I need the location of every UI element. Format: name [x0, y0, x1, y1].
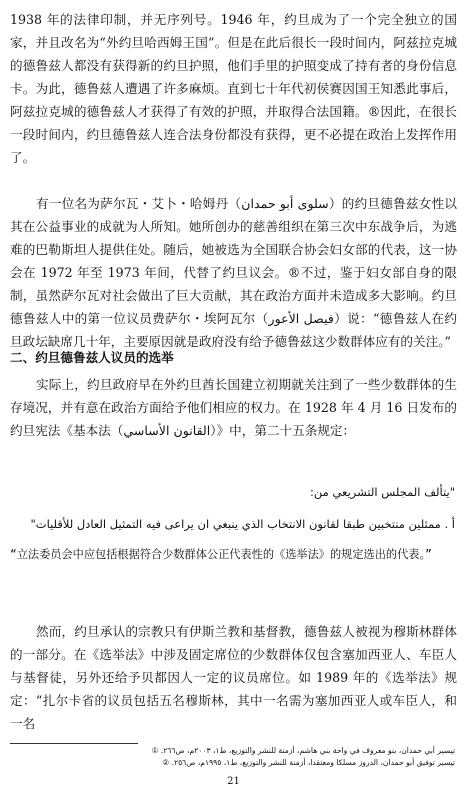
page-number: 21 — [227, 776, 240, 787]
translated-quote: “立法委员会中应包括根据符合少数群体公正代表性的《选举法》的规定选出的代表。” — [10, 548, 432, 561]
paragraph-basic-law: 实际上，约旦政府早在外约旦酋长国建立初期就关注到了一些少数群体的生存境况，并有意在政治方面给予他们相应的权力。在 1928 年 4 月 16 日发布的约旦宪法《基本法（القانون الأساسي）》中，第二十五条规定： — [10, 377, 457, 438]
paragraph-salwa-abu-hamdan: 有一位名为萨尔瓦・艾卜・哈姆丹（سلوى أبو حمدان）的约旦德鲁兹女性以其在公益事业的成就为人所知。她所创办的慈善组织在第三次中东战争后，为逃难的巴勒斯坦人提供住处。随后，她被选为全国联合协会妇女部的代表，这一协会在 1972 年至 1973 年间，代替了约旦议会。®不过，鉴于妇女部自身的限制，虽然萨尔瓦对社会做出了巨大贡献，其在政治方面并未造成多大影响。约旦德鲁兹人中的第一位议员费萨尔・埃阿瓦尔（فيصل الأعور）说：“德鲁兹人在约旦政坛缺席几十年，主要原因就是政府没有给予德鲁兹这少数群体应有的关注。” — [10, 196, 458, 349]
arabic-quote-line-1: "يتألف المجلس التشريعي من: — [310, 485, 455, 499]
footnote-1: تيسير أبي حمدان، بنو معروف في واحة بني هاشم، أزمنة للنشر والتوزيع، ط١، ٢٠٠٣م، ص٢٦٦. ① — [151, 746, 455, 755]
arabic-quote-line-2: أ . ممثلين منتخبين طبقا لقانون الانتخاب الذي ينبغي ان يراعى فيه التمثيل العادل للأقليات" — [30, 517, 455, 531]
section-heading: 二、约旦德鲁兹人议员的选举 — [10, 350, 174, 365]
footnote-divider — [10, 743, 138, 744]
footnote-2: تيسير توفيق أبو حمدان، الدروز مسلكا ومعتقدا، أزمنة للنشر والتوزيع، ط١، ١٩٩٥م، ص٢٥٦. ② — [162, 758, 455, 767]
paragraph-passport-history: 1938 年的法律印制，并无序列号。1946 年，约旦成为了一个完全独立的国家，并且改名为“外约旦哈西姆王国”。但是在此后很长一段时间内，阿兹拉克城的德鲁兹人都没有获得新的约旦护照，他们手里的护照变成了持有者的身份信息卡。为此，德鲁兹人遭遇了许多麻烦。直到七十年代初侯赛因国王知悉此事后，阿兹拉克城的德鲁兹人才获得了有效的护照，并取得合法国籍。®因此，在很长一段时间内，约旦德鲁兹人连合法身份都没有获得，更不必提在政治上发挥作用了。 — [10, 12, 457, 165]
paragraph-election-law: 然而，约旦承认的宗教只有伊斯兰教和基督教，德鲁兹人被视为穆斯林群体的一部分。在《选举法》中涉及固定席位的少数群体仅包含塞加西亚人、车臣人与基督徒，另外还给予贝都因人一定的议员席位。如 1989 年的《选举法》规定：“扎尔卡省的议员包括五名穆斯林，其中一名需为塞加西亚人或车臣人，和一名 — [10, 624, 457, 731]
